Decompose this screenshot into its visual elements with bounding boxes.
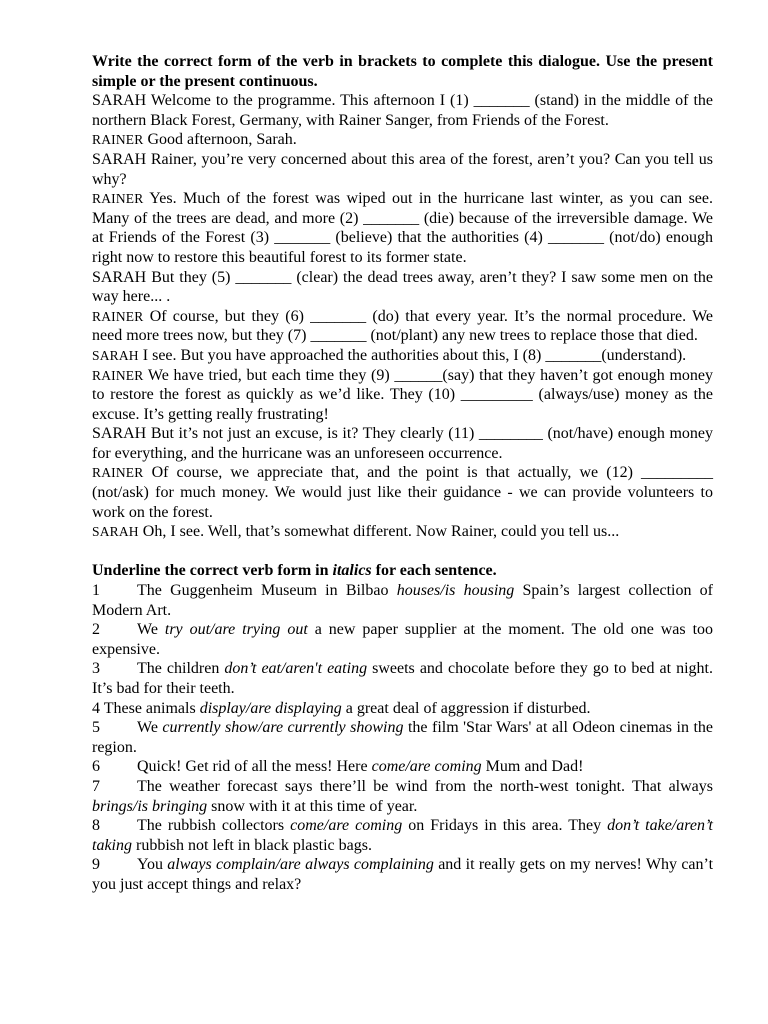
exercise-item — [92, 757, 713, 777]
item-number: 6 — [92, 758, 100, 776]
speaker-name: SARAH — [92, 268, 147, 286]
dialogue-line — [92, 91, 713, 130]
dialogue-line — [92, 346, 713, 366]
item-text: We — [137, 719, 163, 737]
speaker-name: RAINER — [92, 308, 144, 324]
verb-options[interactable]: display/are displaying — [199, 699, 342, 717]
speaker-name: RAINER — [92, 465, 144, 481]
item-number: 3 — [92, 660, 100, 678]
item-text: rubbish not left in black plastic bags. — [132, 836, 372, 854]
exercise-item — [92, 581, 713, 620]
item-text: Mum and Dad! — [481, 758, 584, 776]
item-number: 5 — [92, 719, 100, 737]
item-text: and it really gets on my nerves! Why can’t you just accept things and relax? — [92, 856, 714, 893]
instruction-text: for each sentence. — [371, 562, 497, 580]
item-text: Spain’s largest collection of Modern Art. — [92, 582, 714, 619]
exercise-item — [92, 699, 713, 719]
dialogue-line — [92, 268, 713, 307]
verb-options[interactable]: brings/is bringing — [92, 797, 208, 815]
verb-options[interactable]: don’t take/aren’t taking — [92, 817, 713, 854]
item-text: These animals — [103, 699, 200, 717]
verb-options[interactable]: come/are coming — [371, 758, 482, 776]
item-number: 2 — [92, 621, 100, 639]
item-text: the film 'Star Wars' at all Odeon cinemas in the region. — [92, 719, 713, 756]
dialogue-text: I see. But you have approached the authorities about this, I (8) _______(understand). — [142, 346, 687, 364]
item-text: The rubbish collectors — [137, 817, 291, 835]
speaker-name: SARAH — [92, 150, 147, 168]
item-text: Quick! Get rid of all the mess! Here — [137, 758, 372, 776]
item-text: on Fridays in this area. They — [402, 817, 608, 835]
verb-options[interactable]: try out/are trying out — [164, 621, 308, 639]
item-number: 8 — [92, 817, 100, 835]
exercise-item — [92, 659, 713, 698]
dialogue-line — [92, 366, 713, 425]
exercise-item — [92, 855, 713, 894]
item-number: 9 — [92, 856, 100, 874]
dialogue-text: Oh, I see. Well, that’s somewhat different. Now Rainer, could you tell us... — [142, 523, 620, 541]
verb-options[interactable]: always complain/are always complaining — [167, 856, 434, 874]
item-text: We — [137, 621, 165, 639]
dialogue-line — [92, 463, 713, 522]
exercise-item — [92, 718, 713, 757]
item-text: snow with it at this time of year. — [207, 797, 418, 815]
speaker-name: RAINER — [92, 132, 144, 148]
dialogue-line — [92, 522, 713, 542]
exercise-item — [92, 620, 713, 659]
dialogue — [92, 91, 713, 542]
verb-options[interactable]: come/are coming — [290, 817, 403, 835]
exercise-item — [92, 816, 713, 855]
dialogue-text: Of course, we appreciate that, and the point is that actually, we (12) _________ (not/ask) for much money. We would just like their guidance - we can provide volunteers to work on the forest. — [92, 464, 714, 521]
item-text: The children — [137, 660, 225, 678]
dialogue-line — [92, 424, 713, 463]
dialogue-text: Good afternoon, Sarah. — [147, 131, 297, 149]
speaker-name: SARAH — [92, 425, 147, 443]
speaker-name: SARAH — [92, 347, 139, 363]
dialogue-text: Of course, but they (6) _______ (do) that every year. It’s the normal procedure. We need more trees now, but they (7) _______ (not/plant) any new trees to replace those that died. — [92, 307, 713, 345]
dialogue-text: But they (5) _______ (clear) the dead trees away, aren’t they? I saw some men on the way here... . — [92, 268, 714, 306]
exercise-item — [92, 777, 713, 816]
item-number: 7 — [92, 777, 100, 795]
item-text: The weather forecast says there’ll be wind from the north-west tonight. That always — [137, 777, 713, 795]
speaker-name: SARAH — [92, 92, 147, 110]
dialogue-line — [92, 189, 713, 267]
dialogue-text: Yes. Much of the forest was wiped out in the hurricane last winter, as you can see. Many of the trees are dead, and more (2) _______ (die) because of the irreversible damage. We at Friends of the Forest (3) _______ (believe) that the authorities (4) _______ (not/do) enough right now to restore this beautiful forest to its former state. — [92, 190, 714, 266]
speaker-name: RAINER — [92, 191, 144, 207]
dialogue-line — [92, 130, 713, 150]
exercise-list — [92, 581, 713, 895]
dialogue-text: But it’s not just an excuse, is it? They clearly (11) ________ (not/have) enough money for everything, and the hurricane was an unforeseen occurrence. — [92, 425, 714, 462]
verb-options[interactable]: don’t eat/aren't eating — [224, 660, 368, 678]
item-text: a new paper supplier at the moment. The old one was too expensive. — [92, 621, 714, 658]
verb-options[interactable]: currently show/are currently showing — [162, 719, 404, 737]
speaker-name: RAINER — [92, 367, 144, 383]
speaker-name: SARAH — [92, 524, 139, 540]
item-number: 4 — [92, 699, 100, 717]
dialogue-text: We have tried, but each time they (9) ______(say) that they haven’t got enough money to restore the forest as quickly as we’d like. They (10) _________ (always/use) money as the excuse. It’s getting really frustrating! — [92, 366, 714, 423]
dialogue-text: Welcome to the programme. This afternoon I (1) _______ (stand) in the middle of the northern Black Forest, Germany, with Rainer Sanger, from Friends of the Forest. — [92, 92, 713, 129]
item-text: sweets and chocolate before they go to bed at night. It’s bad for their teeth. — [92, 660, 713, 697]
instruction-text: Underline the correct verb form in — [92, 562, 333, 580]
dialogue-line — [92, 150, 713, 189]
exercise2-instruction — [92, 561, 713, 581]
item-text: a great deal of aggression if disturbed. — [341, 699, 591, 717]
item-number: 1 — [92, 582, 100, 600]
verb-options[interactable]: houses/is housing — [396, 582, 515, 600]
section-spacer — [92, 542, 713, 562]
item-text: The Guggenheim Museum in Bilbao — [137, 582, 397, 600]
exercise1-instruction: Write the correct form of the verb in brackets to complete this dialogue. Use the present simple or the present continuous. — [92, 53, 713, 90]
dialogue-text: Rainer, you’re very concerned about this area of the forest, aren’t you? Can you tell us why? — [92, 150, 713, 188]
item-text: You — [137, 856, 168, 874]
dialogue-line — [92, 307, 713, 346]
instruction-italic-word: italics — [332, 562, 372, 580]
